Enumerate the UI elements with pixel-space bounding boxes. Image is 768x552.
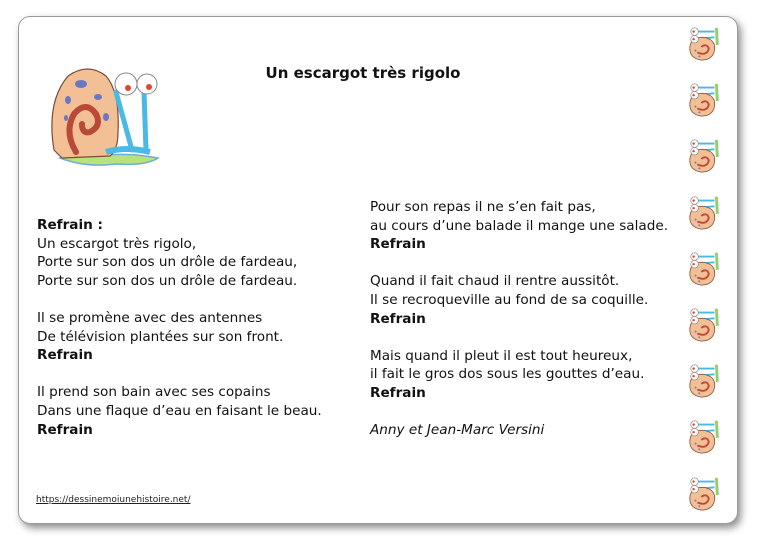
poem-line: au cours d’une balade il mange une salade. xyxy=(370,217,669,234)
poem-line: Dans une flaque d’eau en faisant le beau. xyxy=(37,402,322,419)
poem-line: De télévision plantées sur son front. xyxy=(37,328,284,345)
stanza-gap xyxy=(37,290,322,309)
author-credit: Anny et Jean-Marc Versini xyxy=(370,422,545,439)
snail-border-icon xyxy=(686,136,724,174)
snail-border-icon xyxy=(686,24,724,62)
poem-line: Porte sur son dos un drôle de fardeau, xyxy=(37,254,298,271)
poem-line: Pour son repas il ne s’en fait pas, xyxy=(370,199,596,215)
poem-line: Quand il fait chaud il rentre aussitôt. xyxy=(370,273,620,290)
refrain-label: Refrain xyxy=(370,384,426,401)
stanza-gap xyxy=(370,403,668,422)
poem-title: Un escargot très rigolo xyxy=(265,64,461,82)
snail-border-icon xyxy=(686,361,724,399)
right-column xyxy=(370,198,668,440)
poem-line: Porte sur son dos un drôle de fardeau. xyxy=(37,272,298,289)
poem-line: Il se recroqueville au fond de sa coquille. xyxy=(370,291,649,308)
snail-border-icon xyxy=(686,193,724,231)
poem-line: Il se promène avec des antennes xyxy=(37,309,263,326)
refrain-label: Refrain : xyxy=(37,217,103,233)
poem-line: Il prend son bain avec ses copains xyxy=(37,384,271,401)
stanza-gap xyxy=(370,254,668,273)
snail-border-icon xyxy=(686,305,724,343)
poem-line: Mais quand il pleut il est tout heureux, xyxy=(370,347,633,364)
poem-line: Un escargot très rigolo, xyxy=(37,235,197,252)
refrain-label: Refrain xyxy=(37,347,93,364)
snail-border-icon xyxy=(686,249,724,287)
poem-line: il fait le gros dos sous les gouttes d’eau. xyxy=(370,366,645,383)
source-link[interactable]: https://dessinemoiunehistoire.net/ xyxy=(36,495,191,505)
stanza-gap xyxy=(370,328,668,347)
snail-border-icon xyxy=(686,474,724,512)
snail-border-icon xyxy=(686,417,724,455)
snail-border-icon xyxy=(686,80,724,118)
refrain-label: Refrain xyxy=(37,421,93,438)
left-column xyxy=(37,216,322,439)
stanza-gap xyxy=(37,365,322,384)
refrain-label: Refrain xyxy=(370,236,426,253)
refrain-label: Refrain xyxy=(370,310,426,327)
